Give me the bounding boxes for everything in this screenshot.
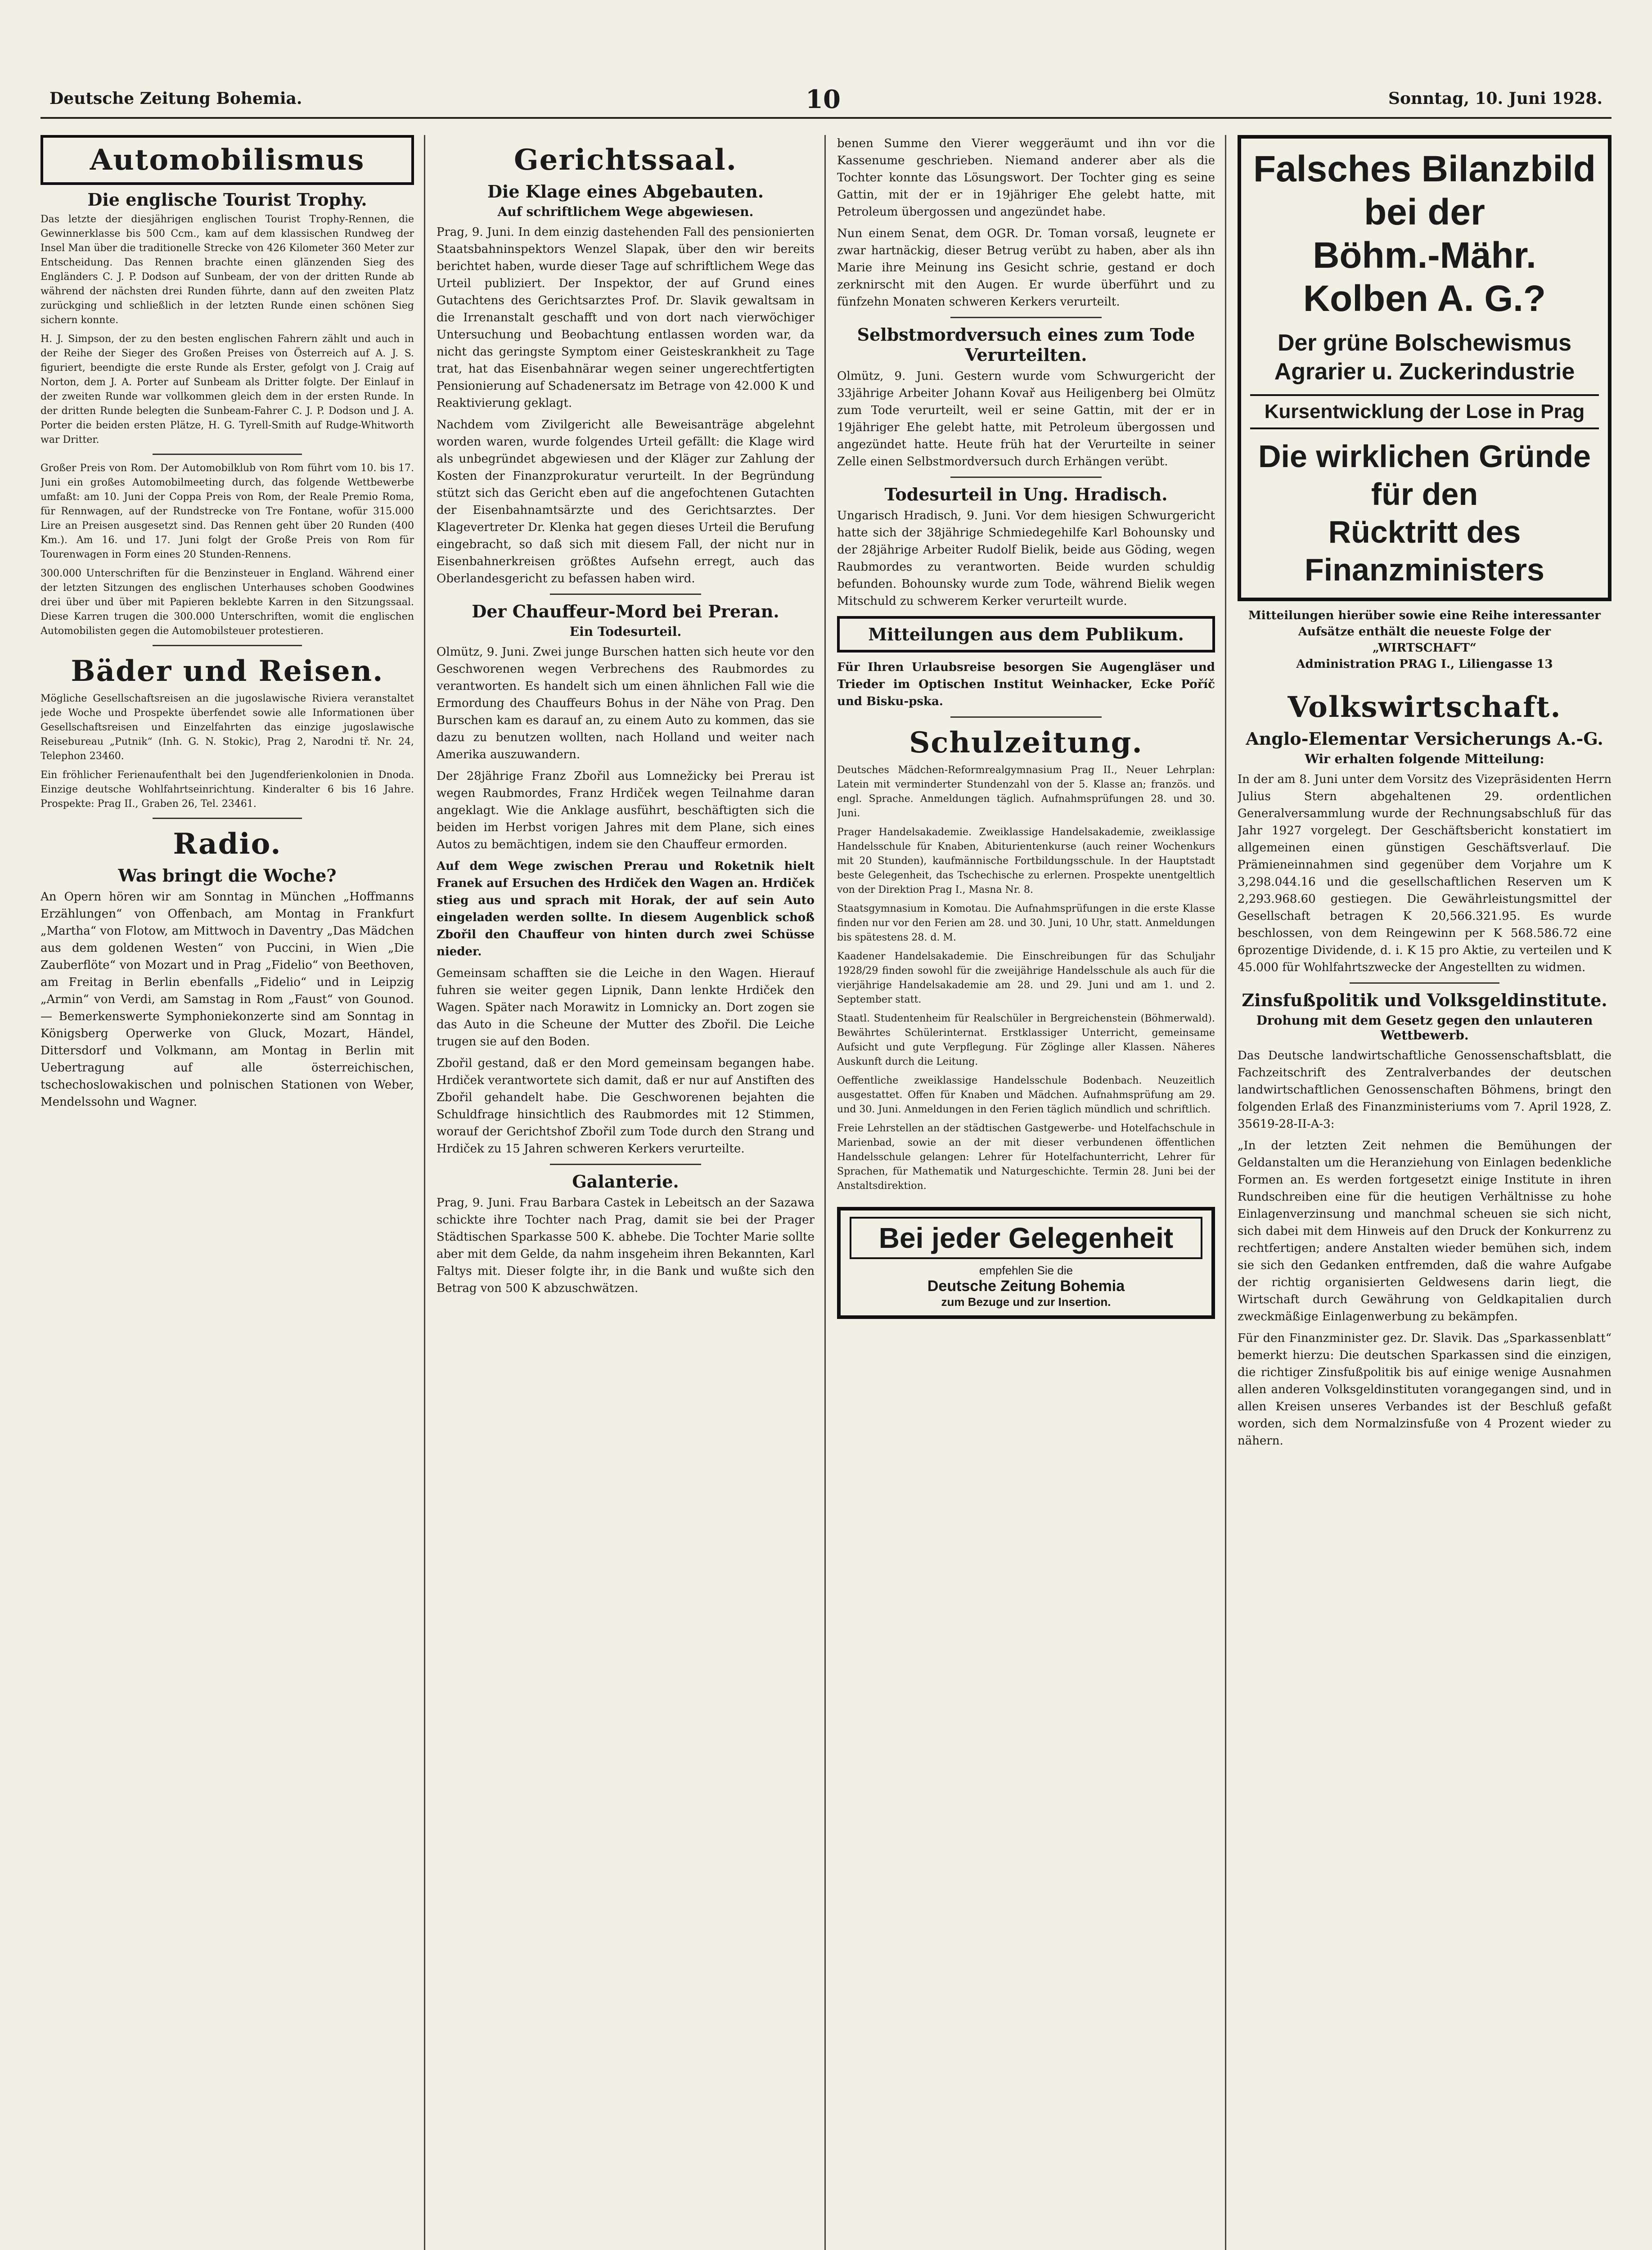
ad-headline: Falsches Bilanzbild bei der (1253, 148, 1596, 233)
article-text: Großer Preis von Rom. Der Automobilklub von Rom führt vom 10. bis 17. Juni ein großes Automobilmeeting durch, das folgende Wettbewerbe umfaßt: am 10. Juni der Coppa Preis von Rom, der Reale Premio Roma, für Rennwagen, auf der Rundstrecke von Tre Fontane, wofür 315.000 Lire an Preisen ausgesetzt sind. Das Rennen geht über 20 Runden (400 Km.). Am 16. und 17. Juni folgt der Große Preis von Rom für Tourenwagen in Form eines 20 Stunden-Rennens. (41, 463, 414, 560)
notice-text: Freie Lehrstellen an der städtischen Gastgewerbe- und Hotelfachschule in Marienbad, sowie an der mit dieser verbundenen öffentlichen Handelsschule gelangen: Lehrer für Hotelfachunterricht, Lehrer für Sprachen, für Mathematik und Naturgeschichte. Termin 28. Juni bei der Anstaltsdirektion. (837, 1123, 1215, 1192)
notice-text: Oeffentliche zweiklassige Handelsschule Bodenbach. Neuzeitlich ausgestattet. Offen für Knaben und Mädchen. Aufnahmsprüfung am 29. und 30. Juni. Anmeldungen in den Ferien täglich mündlich und schriftlich. (837, 1075, 1215, 1115)
ad-headline: Böhm.-Mähr. Kolben A. G.? (1303, 235, 1546, 319)
newspaper-name: Deutsche Zeitung Bohemia. (50, 89, 302, 108)
notice-text: Staatsgymnasium in Komotau. Die Aufnahmsprüfungen in die erste Klasse finden nur vor den Ferien am 28. und 30. Juni, 10 Uhr, statt. Anmeldungen bis spätestens 28. d. M. (837, 903, 1215, 943)
notice-text: Kaadener Handelsakademie. Die Einschreibungen für das Schuljahr 1928/29 finden sowohl für die zweijährige Handelsschule als auch für die vierjährige Handelsakademie am 28. und 29. Juni und am 1. und 2. September statt. (837, 951, 1215, 1005)
ad-headline: Bei jeder Gelegenheit (850, 1217, 1202, 1259)
notice-text: Ein fröhlicher Ferienaufenthalt bei den Jugendferienkolonien in Dnoda. Einzige deutsche Wohlfahrtseinrichtung. Kinderalter 6 bis 16 Jahre. Prospekte: Prag II., Graben 26, Tel. 23461. (41, 770, 414, 810)
article-title: Was bringt die Woche? (118, 865, 337, 886)
ad-headline: Rücktritt des Finanzministers (1305, 514, 1544, 587)
article-text: Das letzte der diesjährigen englischen Tourist Trophy-Rennen, die Gewinnerklasse bis 500 Ccm., kam auf dem klassischen Rundweg der Insel Man über die traditionelle Strecke von 426 Kilometer 360 Meter zur Entscheidung. Das Rennen brachte einen glänzenden Sieg des Engländers C. J. P. Dodson auf Sunbeam, der von der dritten Runde ab während der nächsten drei Runden führte, dann auf den zweiten Platz zurückging und schließlich in der letzten Runde einen schönen Sieg sichern konnte. (41, 214, 414, 326)
notice-text: Mögliche Gesellschaftsreisen an die jugoslawische Riviera veranstaltet jede Woche und Prospekte überfendet sowie alle Informationen über Gesellschaftsreisen und Einzelfahrten das einzige jugoslawische Reisebureau „Putnik“ (Inh. G. N. Stokic), Prag 2, Narodni tř. Nr. 24, Telephon 23460. (41, 693, 414, 762)
column-2 (437, 135, 815, 2250)
article-text: 300.000 Unterschriften für die Benzinsteuer in England. Während einer der letzten Sitzungen des englischen Unterhauses schoben Goodwines drei über und über mit Papieren beklebte Karren in den Sitzungssaal. Diese Karren trugen die 300.000 Unterschriften, womit die englischen Automobilisten gegen die Automobilsteuer protestieren. (41, 568, 414, 637)
article-text: Nachdem vom Zivilgericht alle Beweisanträge abgelehnt worden waren, wurde folgendes Urteil gefällt: die Klage wird als unbegründet abgewiesen und der Kläger zur Zahlung der Kosten der Finanzprokuratur verurteilt. In der Begründung stützt sich das Gericht eben auf die angefochtenen Gutachten der Eisenbahnamtsärzte und des Gerichtsarztes. Der Klagevertreter Dr. Klenka hat gegen dieses Urteil die Berufung eingebracht, so daß sich mit diesem Fall, der nicht nur in Eisenbahnerkreisen größtes Aufsehn erregt, auch das Oberlandesgericht zu befassen haben wird. (437, 418, 815, 585)
page-number: 10 (806, 85, 841, 114)
column-rule (824, 135, 826, 2250)
divider (153, 645, 302, 646)
article-text: Zbořil gestand, daß er den Mord gemeinsam begangen habe. Hrdiček verantwortete sich damit, daß er nur auf Anstiften des Zbořil gehandelt habe. Die Geschworenen bejahten die Schuldfrage hinsichtlich des Raubmordes mit 12 Stimmen, worauf der Gerichtshof Zbořil zum Tode durch den Strang und Hrdiček zu 15 Jahren schweren Kerkers verurteilte. (437, 1057, 815, 1156)
divider (153, 454, 302, 455)
ad-text: Deutsche Zeitung Bohemia (927, 1278, 1125, 1295)
article-text: Olmütz, 9. Juni. Zwei junge Burschen hatten sich heute vor den Geschworenen wegen Verbrechens des Raubmordes zu verantworten. Es handelt sich um einen ähnlichen Fall wie die Ermordung des Chauffeurs Bohus in der Nähe von Prag. Den Burschen kam es darauf an, zu einem Auto zu kommen, das sie dazu zu benutzen wollten, nach Holland und weiter nach Amerika auszuwandern. (437, 645, 815, 761)
column-rule (1225, 135, 1226, 2250)
section-title-radio: Radio. (173, 827, 282, 861)
article-text: An Opern hören wir am Sonntag in München „Hoffmanns Erzählungen“ von Offenbach, am Montag in Frankfurt „Martha“ von Flotow, am Mittwoch in Daventry „Das Mädchen aus dem goldenen Westen“ von Puccini, in Wien „Die Zauberflöte“ von Mozart und in Prag „Fidelio“ von Beethoven, am Freitag in Berlin ebenfalls „Fidelio“ und in Leipzig „Armin“ von Verdi, am Samstag in Rom „Faust“ von Gounod. — Bemerkenswerte Symphoniekonzerte sind am Sonntag in Königsberg Operwerke von Gluck, Mozart, Händel, Dittersdorf und Volkmann, am Montag in Berlin mit Uebertragung auf alle österreichischen, tschechoslowakischen und polnischen Stationen von Weber, Mendelssohn und Wagner. (41, 890, 414, 1109)
ad-text: Agrarier u. Zuckerindustrie (1274, 359, 1575, 385)
article-title: Galanterie. (572, 1171, 679, 1192)
notice-text: Für Ihren Urlaubsreise besorgen Sie Augengläser und Trieder im Optischen Institut Weinhacker, Ecke Poříč und Bisku-pska. (837, 661, 1215, 708)
article-text: „In der letzten Zeit nehmen die Bemühungen der Geldanstalten um die Heranziehung von Einlagen bedenkliche Formen an. Es werden fortgesetzt einige Institute in ihren Rundschreiben eine für die heutigen Verhältnisse zu hohe Einlagenverzinsung und manchmal scheuen sie sich nicht, sich dabei mit dem Hinweis auf den Druck der Konkurrenz zu rechtfertigen; andere Anstalten wieder bemühen sich, indem sie sich den Gedanken entfremden, daß die wahre Aufgabe der richtig organisierten Geldwesens darin liegt, die Wirtschaft durch Gewährung von Geldkapitalien durch zweckmäßige Einlagenwerbung zu bekämpfen. (1238, 1139, 1611, 1323)
advertisement-wirtschaft (1238, 135, 1611, 601)
column-4 (1238, 135, 1611, 2250)
article-title: Anglo-Elementar Versicherungs A.-G. (1246, 729, 1603, 749)
notice-text: Prager Handelsakademie. Zweiklassige Handelsakademie, zweiklassige Handelsschule für Knaben, Abiturientenkurse (auch reiner Wochenkurs mit 20 Stunden), kaufmännische Fortbildungsschule. In der Hauptstadt beste Gelegenheit, das Tschechische zu erlernen. Prospekte unentgeltlich von der Direktion Prag I., Masna Nr. 8. (837, 827, 1215, 896)
column-rule (424, 135, 425, 2250)
article-title: Zinsfußpolitik und Volksgeldinstitute. (1242, 990, 1607, 1010)
article-text: Das Deutsche landwirtschaftliche Genossenschaftsblatt, die Fachzeitschrift des Zentralverbandes der deutschen landwirtschaftlichen Genossenschaften Böhmens, bringt den folgenden Erlaß des Finanzministeriums vom 7. April 1928, Z. 35619-28-II-A-3: (1238, 1049, 1611, 1131)
article-subtitle: Auf schriftlichem Wege abgewiesen. (497, 204, 754, 219)
divider (950, 477, 1102, 478)
advertisement-bohemia (837, 1207, 1215, 1319)
ad-text: Kursentwicklung der Lose in Prag (1250, 394, 1599, 429)
article-text: H. J. Simpson, der zu den besten englischen Fahrern zählt und auch in der Reihe der Sieger des Großen Preises von Österreich auf A. J. S. figuriert, beendigte die erste Runde als Erster, gefolgt von J. Craig auf Norton, dem J. A. Porter auf Sunbeam als Dritter folgte. Der Einlauf in der zweiten Runde war vollkommen gleich dem in der ersten Runde. In der dritten Runde belegten die Sunbeam-Fahrer C. J. P. Dodson und J. A. Porter die beiden ersten Plätze, H. G. Tyrell-Smith auf Rudge-Whitworth war Dritter. (41, 333, 414, 446)
section-title-mitteilungen: Mitteilungen aus dem Publikum. (868, 624, 1184, 644)
article-title: Todesurteil in Ung. Hradisch. (884, 484, 1168, 504)
article-title: Die englische Tourist Trophy. (87, 189, 367, 210)
ad-text: empfehlen Sie die (979, 1264, 1073, 1277)
notice-text: Staatl. Studentenheim für Realschüler in Bergreichenstein (Böhmerwald). Bewährtes Schülerinternat. Erstklassiger Unterricht, gemeinsame Aufsicht und gute Verpflegung. Für Zöglinge aller Klassen. Näheres Auskunft durch die Leitung. (837, 1013, 1215, 1067)
divider (950, 317, 1102, 318)
ad-footer (1238, 608, 1611, 672)
divider (153, 818, 302, 819)
article-subtitle: Drohung mit dem Gesetz gegen den unlauteren Wettbewerb. (1256, 1013, 1593, 1043)
section-heading-box (837, 616, 1215, 652)
article-title: Die Klage eines Abgebauten. (487, 181, 764, 202)
article-text: Olmütz, 9. Juni. Gestern wurde vom Schwurgericht der 33jährige Arbeiter Johann Kovař aus Heiligenberg bei Olmütz zum Tode verurteilt, weil er seine Gattin, mit der er in 19jähriger Ehe gelebt hatte, mit Petroleum übergossen und angezündet hatte. Heute früh hat der Verurteilte in seiner Zelle einen Selbstmordversuch durch Erhängen verübt. (837, 369, 1215, 468)
column-3 (837, 135, 1215, 2250)
article-subtitle: Wir erhalten folgende Mitteilung: (1305, 752, 1544, 766)
divider (550, 1164, 701, 1165)
article-title: Der Chauffeur-Mord bei Preran. (472, 601, 779, 621)
ad-footer-text: „WIRTSCHAFT“ (1373, 641, 1476, 655)
article-text: Auf dem Wege zwischen Prerau und Roketnik hielt Franek auf Ersuchen des Hrdiček den Wagen an. Hrdiček stieg aus und sprach mit Horak, der auf sein Auto eingeladen werden sollte. In diesem Augenblick schoß Zbořil den Chauffeur von hinten durch zwei Schüsse nieder. (437, 860, 815, 958)
section-title-baeder: Bäder und Reisen. (71, 654, 384, 688)
newspaper-page (41, 81, 1611, 2250)
ad-text: Der grüne Bolschewismus (1277, 330, 1572, 356)
article-text: Der 28jährige Franz Zbořil aus Lomnežicky bei Prerau ist wegen Raubmordes, Franz Hrdiček wegen Teilnahme daran angeklagt. Wie die Anklage ausführt, beschäftigten sich die beiden im Herbst vorigen Jahres mit dem Plane, sich eines Autos zu bemächtigen, indem sie den Chauffeur ermorden. (437, 770, 815, 851)
article-text: benen Summe den Vierer weggeräumt und ihn vor die Kassenume geschrieben. Niemand anderer aber als die Tochter konnte das Lösungswort. Der Tochter ging es seine Gattin, mit der er in 19jähriger Ehe gelebt hatte, mit Petroleum übergossen und angezündet habe. (837, 137, 1215, 219)
section-title-schulzeitung: Schulzeitung. (909, 726, 1143, 760)
article-text: Für den Finanzminister gez. Dr. Slavik. Das „Sparkassenblatt“ bemerkt hierzu: Die deutschen Sparkassen sind die einzigen, die richtiger Zinsfußpolitik bis auf einige wenige Ausnahmen allen anderen Volksgeldinstituten vorangegangen sind, und in allen Kreisen unseres Verbandes ist der Beschluß gefaßt worden, sich dem Normalzinsfuße von 4 Prozent wieder zu nähern. (1238, 1332, 1611, 1448)
ad-headline: Die wirklichen Gründe für den (1258, 439, 1591, 512)
section-heading-box (41, 135, 414, 185)
divider (1350, 982, 1499, 984)
notice-text: Deutsches Mädchen-Reformrealgymnasium Prag II., Neuer Lehrplan: Latein mit verminderter Stundenzahl von der 5. Klasse an; französ. und engl. Sprache. Anmeldungen täglich. Aufnahmsprüfungen 28. und 30. Juni. (837, 765, 1215, 819)
article-text: Ungarisch Hradisch, 9. Juni. Vor dem hiesigen Schwurgericht hatte sich der 38jährige Schmiedegehilfe Karl Bohounsky und der 28jährige Arbeiter Rudolf Bielik, beide aus Göding, wegen Raubmordes zu verantworten. Beide wurden schuldig befunden. Bohounsky wurde zum Tode, während Bielik wegen Mitschuld zu schwerem Kerker verurteilt wurde. (837, 509, 1215, 608)
column-1 (41, 135, 414, 2250)
article-text: Prag, 9. Juni. In dem einzig dastehenden Fall des pensionierten Staatsbahninspektors Wenzel Slapak, über den wir bereits berichtet haben, wurde dieser Tage auf schriftlichem Wege das Urteil publiziert. Der Inspektor, der auf Grund eines Gutachtens des Gerichtsarztes Prof. Dr. Slavik gewaltsam in die Irrenanstalt geschafft und von dort nach vierwöchiger Untersuchung und Beobachtung entlassen worden war, da nicht das geringste Symptom einer Geisteskrankheit zu Tage trat, hat das Eisenbahnärar wegen seiner ungerechtfertigten Pensionierung auf Schadenersatz im Betrage von 42.000 K und Reaktivierung geklagt. (437, 225, 815, 410)
page-header (41, 81, 1611, 119)
divider (950, 716, 1102, 718)
ad-text: zum Bezuge und zur Insertion. (941, 1295, 1111, 1309)
issue-date: Sonntag, 10. Juni 1928. (1388, 89, 1602, 108)
ad-footer-text: Mitteilungen hierüber sowie eine Reihe interessanter Aufsätze enthält die neueste Folge der (1248, 609, 1601, 639)
section-title-gerichtssaal: Gerichtssaal. (513, 143, 738, 177)
ad-footer-text: Administration PRAG I., Liliengasse 13 (1296, 657, 1553, 671)
article-text: Prag, 9. Juni. Frau Barbara Castek in Lebeitsch an der Sazawa schickte ihre Tochter nach Prag, damit sie bei der Prager Städtischen Sparkasse 500 K. abhebe. Die Tochter Marie sollte aber mit dem Gelde, da nahm insgeheim ihren Bekannten, Karl Faltys mit. Dieser folgte ihr, in die Bank und wußte sich den Betrag von 500 K abzuschwätzen. (437, 1196, 815, 1295)
article-text: Gemeinsam schafften sie die Leiche in den Wagen. Hierauf fuhren sie weiter gegen Lipnik, Dann lenkte Hrdiček den Wagen. Später nach Morawitz in Lomnicky an. Dort zogen sie das Auto in die Scheune der Mutter des Zbořil. Die Leiche trugen sie auf den Boden. (437, 967, 815, 1048)
divider (550, 594, 701, 595)
article-text: In der am 8. Juni unter dem Vorsitz des Vizepräsidenten Herrn Julius Stern abgehaltenen 29. ordentlichen Generalversammlung wurde der Rechnungsabschluß für das Jahr 1927 vorgelegt. Der Geschäftsbericht konstatiert im allgemeinen einen günstigen Geschäftsverlauf. Die Prämieneinnahmen sind gegenüber dem Vorjahre um K 3,298.044.16 und die gesellschaftlichen Reserven um K 2,293.968.60 gestiegen. Die Gewährleistungsmittel der Gesellschaft betragen K 20,566.321.95. Es wurde beschlossen, von dem Reingewinn per K 568.586.72 eine 6prozentige Dividende, d. i. K 15 pro Aktie, zu verteilen und K 45.000 für Wohlfahrtszwecke der Angestellten zu widmen. (1238, 773, 1611, 974)
section-title-automobilismus: Automobilismus (90, 143, 365, 177)
section-title-volkswirtschaft: Volkswirtschaft. (1287, 690, 1562, 724)
article-subtitle: Ein Todesurteil. (569, 624, 682, 639)
article-text: Nun einem Senat, dem OGR. Dr. Toman vorsaß, leugnete er zwar hartnäckig, dieser Betrug verübt zu haben, aber als ihn Marie ihre Meinung ins Gesicht schrie, gestand er doch zerknirscht mit den Augen. Er wurde überführt und zu fünfzehn Monaten schweren Kerkers verurteilt. (837, 227, 1215, 309)
article-title: Selbstmordversuch eines zum Tode Verurteilten. (857, 324, 1195, 365)
